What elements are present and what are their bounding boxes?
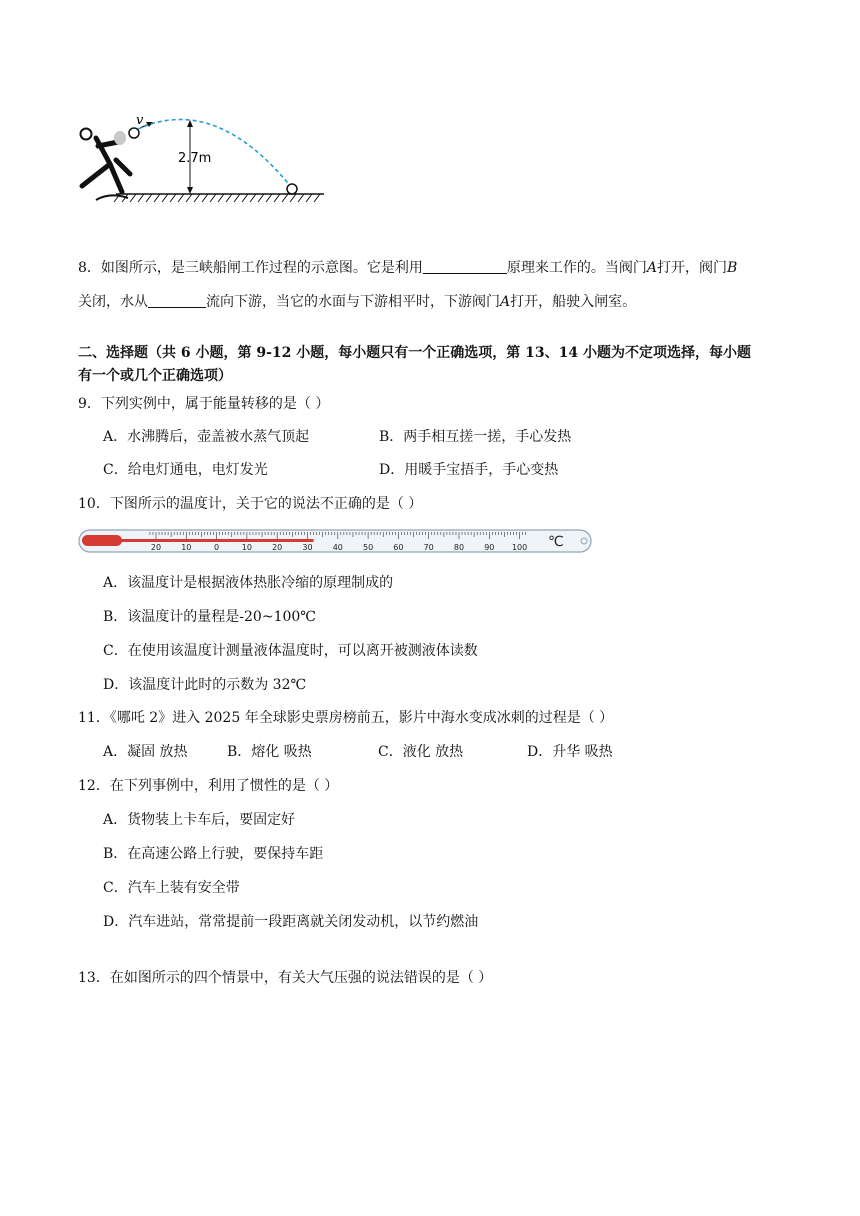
section-heading-line2: 有一个或几个正确选项） [78,368,232,384]
thermometer-tick-label: 20 [272,543,283,552]
thermometer-tick-label: 40 [332,543,343,552]
q10-option-a[interactable]: A．该温度计是根据液体热胀冷缩的原理制成的 [103,575,394,591]
thermometer-tick-label: 90 [484,543,495,552]
q11-option-d[interactable]: D．升华 吸热 [527,744,613,760]
thermometer-tick-label: 80 [453,543,465,552]
thermometer-tick-label: 10 [241,543,252,552]
section-heading-line1: 二、选择题（共 6 小题，第 9-12 小题，每小题只有一个正确选项，第 13、14 小题为不定项选择，每小题 [78,345,751,361]
q12-option-d[interactable]: D．汽车进站，常常提前一段距离就关闭发动机，以节约燃油 [103,914,479,930]
thermometer-figure [78,526,594,556]
q9-option-d[interactable]: D．用暖手宝捂手，手心变热 [379,462,559,478]
q11-option-c[interactable]: C．液化 放热 [378,744,464,760]
q12-option-a[interactable]: A．货物装上卡车后，要固定好 [103,812,296,828]
thermometer-unit-label: ℃ [548,534,564,550]
q9-option-a[interactable]: A．水沸腾后，壶盖被水蒸气顶起 [103,429,310,445]
q9-option-c[interactable]: C．给电灯通电，电灯发光 [103,462,268,478]
q10-option-c[interactable]: C．在使用该温度计测量液体温度时，可以离开被测液体读数 [103,643,478,659]
throw-trajectory-figure [76,112,326,204]
q9-option-b[interactable]: B．两手相互搓一搓，手心发热 [379,429,572,445]
q10-option-b[interactable]: B．该温度计的量程是-20~100℃ [103,609,316,625]
thermometer-bulb [82,535,122,546]
athlete-figure [82,138,130,192]
q10-option-d[interactable]: D．该温度计此时的示数为 32℃ [103,677,307,693]
thermometer-tick-label: 30 [302,543,313,552]
q8-blank-1[interactable] [423,259,507,274]
q8-line1: 8．如图所示，是三峡船闸工作过程的示意图。它是利用 原理来工作的。当阀门A打开，阀门B [78,260,738,276]
q8-line2: 关闭，水从 流向下游，当它的水面与下游相平时，下游阀门A打开，船驶入闸室。 [78,294,637,310]
q8-blank-2[interactable] [148,293,206,308]
q11-option-b[interactable]: B．熔化 吸热 [227,744,312,760]
thermometer-tick-label: 100 [511,543,528,552]
height-label: 2.7m [178,151,212,166]
thermometer-tick-label: 50 [363,543,374,552]
q10-stem: 10．下图所示的温度计，关于它的说法不正确的是（ ） [78,496,423,512]
q11-stem: 11．《哪吒 2》进入 2025 年全球影史票房榜前五，影片中海水变成冰刺的过程是（ ） [78,710,614,726]
q11-option-a[interactable]: A．凝固 放热 [103,744,188,760]
thermometer-tick-label: 0 [214,543,220,552]
q13-stem: 13．在如图所示的四个情景中，有关大气压强的说法错误的是（ ） [78,970,493,986]
q12-option-c[interactable]: C．汽车上装有安全带 [103,880,240,896]
thermometer-tick-label: 60 [393,543,404,552]
q9-stem: 9．下列实例中，属于能量转移的是（ ） [78,396,330,412]
q12-option-b[interactable]: B．在高速公路上行驶，要保持车距 [103,846,324,862]
velocity-label: v [136,113,144,128]
thermometer-liquid [118,539,314,542]
thermometer-tick-label: 20 [150,543,162,552]
thermometer-tick-label: 70 [423,543,434,552]
thermometer-tick-label: 10 [181,543,192,552]
q12-stem: 12．在下列事例中，利用了惯性的是（ ） [78,778,339,794]
